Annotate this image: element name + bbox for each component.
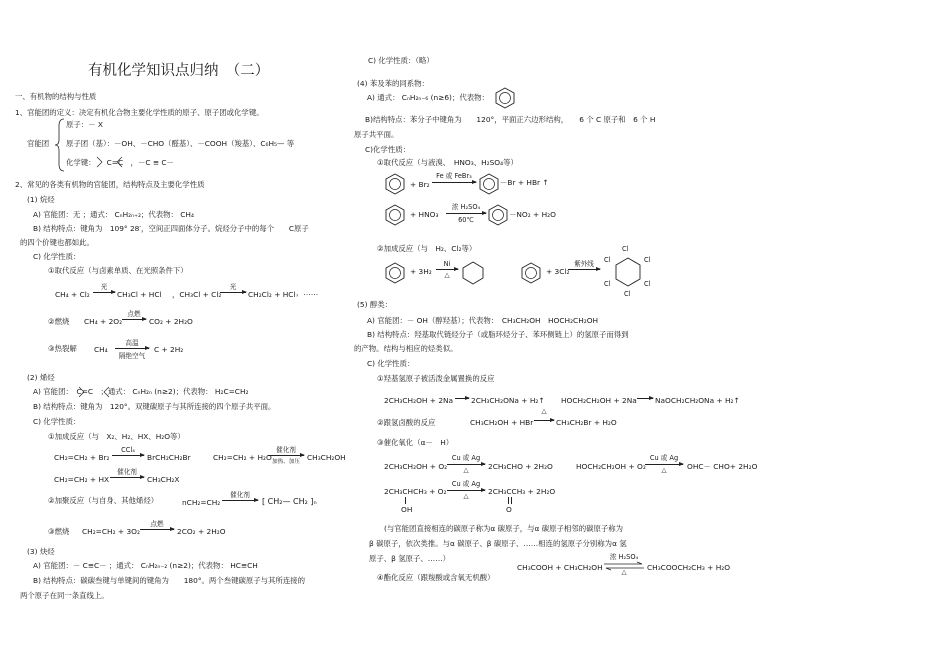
benzene-substitution: ①取代反应（与液溴、 HNO₃、H₂SO₄等） bbox=[377, 158, 518, 167]
reaction-arrow bbox=[455, 398, 469, 399]
curly-brace-icon bbox=[55, 118, 65, 172]
eq-text: CH₃CH₂OH bbox=[307, 453, 346, 462]
eq-text: CH₂=CH₂ + Br₂ bbox=[54, 453, 110, 462]
chlorine-label: Cl bbox=[644, 280, 651, 288]
eq-text: CH₃COOH + CH₃CH₂OH bbox=[517, 563, 603, 572]
heat-symbol: △ bbox=[541, 407, 547, 415]
alkane-pyrolysis: ③热裂解 bbox=[48, 344, 77, 353]
reaction-arrow bbox=[432, 182, 476, 183]
reaction-arrow bbox=[140, 529, 174, 530]
alcohol-oxidation: ③催化氧化（α－ H） bbox=[377, 438, 454, 447]
alcohol-heading: (5) 醇类： bbox=[357, 300, 392, 309]
eq-text: + 3Cl₂ bbox=[546, 267, 570, 276]
eq-text: HOCH₂CH₂OH + 2Na bbox=[561, 396, 637, 405]
eq-text: + Br₂ bbox=[410, 180, 430, 189]
condition-label: Fe 或 FeBr₃ bbox=[436, 172, 472, 180]
eq-text: CH₃CH₂Br + H₂O bbox=[556, 418, 617, 427]
condition-label: 隔绝空气 bbox=[118, 352, 146, 360]
heat-symbol: △ bbox=[661, 466, 667, 474]
benzene-ring-icon bbox=[384, 204, 406, 226]
eq-text: CH₄ + Cl₂ bbox=[55, 290, 90, 299]
alkane-structure-cont: 的四个价键也都如此。 bbox=[20, 238, 94, 247]
eq-text: OHC－ CHO+ 2H₂O bbox=[687, 462, 758, 471]
benzene-heading: (4) 苯及苯的同系物： bbox=[357, 79, 429, 88]
reaction-arrow bbox=[115, 348, 149, 349]
condition-label: CCl₄ bbox=[121, 446, 135, 454]
eq-text: 2CH₃CHO + 2H₂O bbox=[488, 462, 553, 471]
heat-symbol: △ bbox=[621, 568, 627, 576]
condition-label: 高温 bbox=[125, 339, 139, 347]
benzene-addition: ②加成反应（与 H₂、Cl₂等） bbox=[377, 244, 477, 253]
chlorine-label: Cl bbox=[624, 290, 631, 298]
reaction-arrow bbox=[645, 464, 683, 465]
reaction-arrow bbox=[436, 269, 458, 270]
condition-label: Cu 或 Ag bbox=[649, 454, 679, 462]
alkane-properties: C) 化学性质： bbox=[33, 252, 81, 261]
condition-label: Cu 或 Ag bbox=[451, 454, 481, 462]
alpha-carbon-note: (与官能团直接相连的碳原子称为α 碳原子，与α 碳原子相邻的碳原子称为 bbox=[384, 524, 624, 533]
hexachlorocyclohexane-icon bbox=[614, 256, 642, 288]
alkene-addition: ①加成反应（与 X₂、H₂、HX、H₂O等） bbox=[48, 432, 185, 441]
chlorine-label: Cl bbox=[622, 245, 629, 253]
alkene-polymerization: ②加聚反应（与自身、其他烯烃） bbox=[48, 496, 159, 505]
eq-text: 2CH₃CCH₃ + 2H₂O bbox=[488, 487, 556, 496]
eq-text: CH₂=CH₂ + 3O₂ bbox=[82, 527, 140, 536]
benzene-structure-cont: 原子共平面。 bbox=[354, 130, 399, 139]
chem-props-omitted: C) 化学性质：（略） bbox=[368, 56, 434, 65]
alcohol-hx-reaction: ②跟氢卤酸的反应 bbox=[377, 418, 436, 427]
reaction-arrow bbox=[93, 292, 115, 293]
section-2-heading: 2、常见的各类有机物的官能团，结构特点及主要化学性质 bbox=[15, 180, 205, 189]
reaction-arrow bbox=[222, 500, 258, 501]
reaction-arrow bbox=[112, 455, 144, 456]
alkane-substitution: ①取代反应（与卤素单质、在光照条件下） bbox=[48, 266, 188, 275]
condition-label: 浓 H₂SO₄ bbox=[609, 553, 639, 561]
double-bond-line bbox=[508, 497, 512, 504]
eq-text: 2CH₃CH₂OH + O₂ bbox=[384, 462, 448, 471]
condition-label: 加热、加压 bbox=[272, 459, 300, 465]
eq-text: + 3H₂ bbox=[410, 267, 432, 276]
alkyne-heading: (3) 炔烃 bbox=[27, 547, 55, 556]
eq-text: 2CH₃CH₂OH + 2Na bbox=[384, 396, 454, 405]
reaction-arrow bbox=[637, 398, 653, 399]
alcohol-properties: C) 化学性质： bbox=[367, 359, 415, 368]
condition-label: 点燃 bbox=[150, 520, 164, 528]
eq-text: 2CO₂ + 2H₂O bbox=[177, 527, 226, 536]
alcohol-structure: B) 结构特点：羟基取代链烃分子（或脂环烃分子、苯环侧链上）的氢原子而得到 bbox=[367, 330, 629, 339]
eq-text: 2CH₃CHCH₃ + O₂ bbox=[384, 487, 447, 496]
alpha-carbon-note-end: 原子、β 氢原子、……） bbox=[369, 554, 450, 563]
benzene-fg: A) 通式： CₙH₂ₙ₋₆ (n≥6)；代表物： bbox=[367, 93, 489, 102]
alcohol-esterification: ④酯化反应（跟羧酸或含氧无机酸） bbox=[377, 573, 495, 582]
alcohol-structure-cont: 的产物。结构与相应的烃类似。 bbox=[354, 344, 458, 353]
condition-label: 光 bbox=[100, 283, 108, 291]
benzene-ring-icon bbox=[494, 87, 516, 109]
condition-label: 催化剂 bbox=[117, 468, 137, 476]
alkyne-structure-cont: 两个原子在同一条直线上。 bbox=[20, 591, 109, 600]
alkene-heading: (2) 烯烃 bbox=[27, 373, 55, 382]
condition-label: 光 bbox=[229, 283, 237, 291]
alkyne-fg: A) 官能团：－ C≡C－ ；通式： CₙH₂ₙ₋₂ (n≥2)；代表物： HC≡CH bbox=[33, 561, 258, 570]
condition-label: 催化剂 bbox=[276, 446, 296, 454]
eq-text: C + 2H₂ bbox=[154, 345, 184, 354]
eq-text: CH₃Cl + HCl bbox=[117, 290, 162, 299]
eq-text: ，…… bbox=[296, 288, 319, 297]
alkene-structure: B) 结构特点：键角为 120°。双键碳原子与其所连接的四个原子共平面。 bbox=[33, 402, 276, 411]
fg-group: 原子团（基）：－OH、－CHO（醛基）、－COOH（羧基）、C₆H₅— 等 bbox=[66, 139, 295, 148]
eq-text: ，CH₃Cl + Cl₂ bbox=[172, 290, 222, 299]
chlorine-label: Cl bbox=[604, 256, 611, 264]
benzene-ring-icon bbox=[384, 173, 406, 195]
heat-symbol: △ bbox=[463, 492, 469, 500]
bond-line bbox=[405, 497, 406, 504]
condition-label: 点燃 bbox=[127, 310, 141, 318]
eq-text: NaOCH₂CH₂ONa + H₂↑ bbox=[655, 396, 740, 405]
alkane-fg: A) 官能团：无 ；通式： CₙH₂ₙ₊₂；代表物： CH₄ bbox=[33, 210, 194, 219]
reaction-arrow bbox=[568, 269, 600, 270]
alkane-structure: B) 结构特点：键角为 109° 28′，空间正四面体分子。烷烃分子中的每个 C原子 bbox=[33, 224, 309, 233]
eq-text: CH₂=CH₂ + H₂O bbox=[213, 453, 272, 462]
condition-label: 60℃ bbox=[458, 216, 474, 224]
reaction-arrow bbox=[534, 420, 554, 421]
eq-text: HOCH₂CH₂OH + O₂ bbox=[576, 462, 646, 471]
alpha-carbon-note-cont: β 碳原子，依次类推。与α 碳原子、β 碳原子、……相连的氢原子分别称为α 氢 bbox=[369, 539, 627, 548]
reaction-arrow bbox=[447, 464, 485, 465]
cyclohexane-ring-icon bbox=[461, 261, 485, 285]
eq-text: CH₂=CH₂ + HX bbox=[54, 475, 110, 484]
heat-symbol: △ bbox=[463, 466, 469, 474]
condition-label: 浓 H₂SO₄ bbox=[451, 203, 481, 211]
eq-text: 2CH₃CH₂ONa + H₂↑ bbox=[471, 396, 545, 405]
alkene-fg: A) 官能团： C=C ；通式： CₙH₂ₙ (n≥2)；代表物： H₂C=CH₂ bbox=[33, 387, 249, 396]
benzene-ring-icon bbox=[478, 173, 500, 195]
fg-atom: 原子：－ X bbox=[66, 120, 103, 129]
alkene-properties: C) 化学性质： bbox=[33, 417, 81, 426]
benzene-ring-icon bbox=[384, 262, 406, 284]
alcohol-fg: A) 官能团：－ OH（醇羟基）；代表物： CH₃CH₂OH HOCH₂CH₂OH bbox=[367, 316, 599, 325]
fg-bond: 化学键： C=C ，－C ≡ C－ bbox=[66, 158, 174, 167]
benzene-ring-icon bbox=[487, 204, 509, 226]
condition-label: Ni bbox=[443, 260, 451, 268]
double-bond-icon bbox=[97, 156, 137, 168]
chlorine-label: Cl bbox=[644, 256, 651, 264]
reaction-arrow bbox=[220, 292, 246, 293]
carbonyl-oxygen-label: O bbox=[506, 505, 512, 514]
benzene-properties: C)化学性质： bbox=[365, 145, 410, 154]
eq-text: CH₃CH₂OH + HBr bbox=[470, 418, 534, 427]
page-title: 有机化学知识点归纳 （二） bbox=[88, 63, 270, 79]
reaction-arrow bbox=[447, 490, 485, 491]
alcohol-metal-reaction: ①羟基氢原子被活泼金属置换的反应 bbox=[377, 374, 495, 383]
alkane-combustion: ②燃烧 bbox=[48, 317, 70, 326]
condition-label: Cu 或 Ag bbox=[451, 480, 481, 488]
eq-text: CO₂ + 2H₂O bbox=[149, 317, 193, 326]
eq-text: + HNO₃ bbox=[410, 210, 439, 219]
reaction-arrow bbox=[446, 213, 486, 214]
benzene-ring-icon bbox=[520, 262, 542, 284]
functional-group-label: 官能团 bbox=[27, 139, 50, 148]
eq-text: －NO₂ + H₂O bbox=[509, 210, 556, 219]
double-bond-icon bbox=[79, 386, 115, 398]
reaction-arrow bbox=[110, 477, 144, 478]
alkyne-structure: B) 结构特点：碳碳叁键与单键间的键角为 180°。两个叁键碳原子与其所连接的 bbox=[33, 576, 305, 585]
reaction-arrow bbox=[122, 319, 146, 320]
eq-text: CH₄ bbox=[94, 345, 108, 354]
reaction-arrow bbox=[268, 455, 304, 456]
eq-text: BrCH₂CH₂Br bbox=[147, 453, 191, 462]
section-heading-structure: 一、有机物的结构与性质 bbox=[15, 92, 97, 101]
functional-group-definition: 1、官能团的定义：决定有机化合物主要化学性质的原子、原子团或化学键。 bbox=[15, 108, 264, 117]
condition-label: 催化剂 bbox=[230, 491, 250, 499]
eq-text: CH₃COOCH₂CH₃ + H₂O bbox=[647, 563, 731, 572]
eq-text: nCH₂=CH₂ bbox=[182, 498, 221, 507]
heat-symbol: △ bbox=[444, 271, 450, 279]
eq-text: －Br + HBr ↑ bbox=[500, 178, 549, 187]
hydroxyl-label: OH bbox=[401, 505, 413, 514]
eq-text: CH₄ + 2O₂ bbox=[84, 317, 123, 326]
eq-text: CH₃CH₂X bbox=[147, 475, 180, 484]
benzene-structure: B)结构特点：苯分子中键角为 120°，平面正六边形结构， 6 个 C 原子和 6 个 H bbox=[365, 115, 656, 124]
chlorine-label: Cl bbox=[604, 280, 611, 288]
eq-text: CH₂Cl₂ + HCl bbox=[248, 290, 296, 299]
alkene-combustion: ③燃烧 bbox=[48, 527, 70, 536]
alkane-heading: (1) 烷烃 bbox=[27, 195, 55, 204]
eq-text: [ CH₂— CH₂ ]ₙ bbox=[262, 497, 317, 506]
condition-label: 紫外线 bbox=[574, 260, 594, 268]
